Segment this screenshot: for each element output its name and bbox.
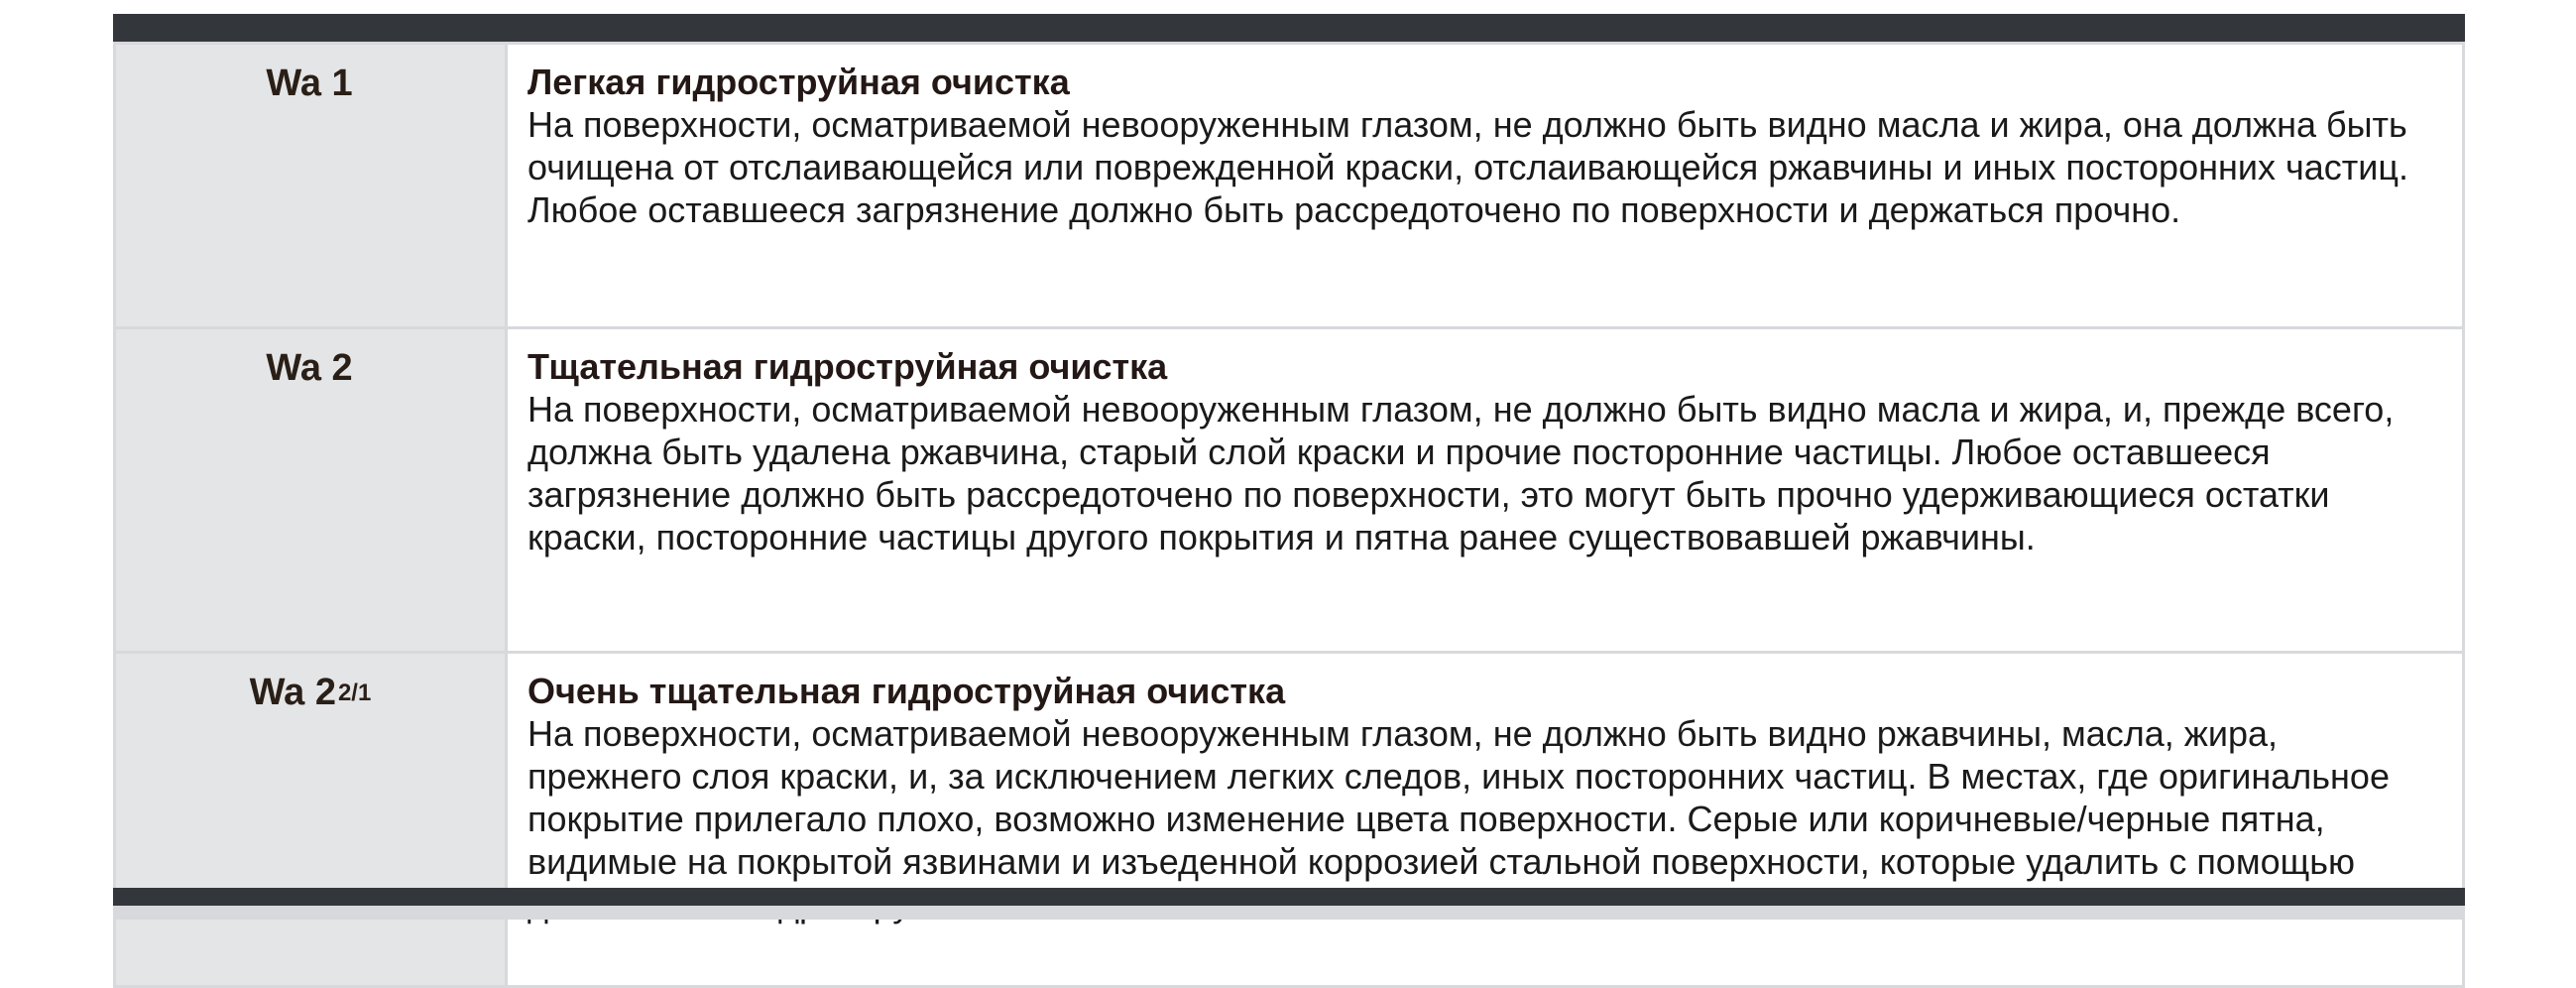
description-text: На поверхности, осматриваемой невооруженным глазом, не должно быть видно масла и жира, она должна быть очищена от отслаивающейся или поврежденной краски, отслаивающейся ржавчины и иных посторонних частиц. Любое оставшееся загрязнение должно быть рассредоточено по поверхности и держаться прочно.	[527, 104, 2408, 230]
table-row	[115, 328, 2464, 653]
grade-name: Wa 2	[249, 672, 336, 713]
grade-label	[266, 329, 354, 390]
description-cell	[507, 328, 2464, 653]
description-title: Легкая гидроструйная очистка	[527, 62, 1070, 102]
table-bottom-strip	[113, 906, 2465, 920]
table-top-bar	[113, 14, 2465, 42]
grade-label	[266, 45, 354, 105]
description-cell	[507, 653, 2464, 987]
description-text: На поверхности, осматриваемой невооруженным глазом, не должно быть видно масла и жира, и, прежде всего, должна быть удалена ржавчина, старый слой краски и прочие посторонние частицы. Любое оставшееся загрязнение должно быть рассредоточено по поверхности, это могут быть прочно удерживающиеся остатки краски, посторонние частицы другого покрытия и пятна ранее существовавшей ржавчины.	[527, 389, 2395, 557]
description-text: На поверхности, осматриваемой невооруженным глазом, не должно быть видно ржавчины, масла, жира, прежнего слоя краски, и, за исключением легких следов, иных посторонних частиц. В местах, где оригинальное покрытие прилегало плохо, возможно изменение цвета поверхности. Серые или коричневые/черные пятна, видимые на покрытой язвинами и изъеденной коррозией стальной поверхности, которые удалить с помощью	[527, 713, 2390, 882]
grade-label	[250, 654, 372, 714]
grade-cell	[115, 44, 507, 328]
grade-name: Wa 1	[266, 62, 353, 104]
description-title: Очень тщательная гидроструйная очистка	[527, 671, 1286, 711]
table-bottom-bar	[113, 888, 2465, 906]
description-cell	[507, 44, 2464, 328]
grade-cell	[115, 328, 507, 653]
table-row	[115, 653, 2464, 987]
grade-superscript: 2/1	[337, 679, 372, 706]
grade-name: Wa 2	[266, 347, 353, 389]
description-title: Тщательная гидроструйная очистка	[527, 346, 1168, 387]
cleaning-standards-table	[113, 42, 2465, 988]
grade-cell	[115, 653, 507, 987]
table-row	[115, 44, 2464, 328]
